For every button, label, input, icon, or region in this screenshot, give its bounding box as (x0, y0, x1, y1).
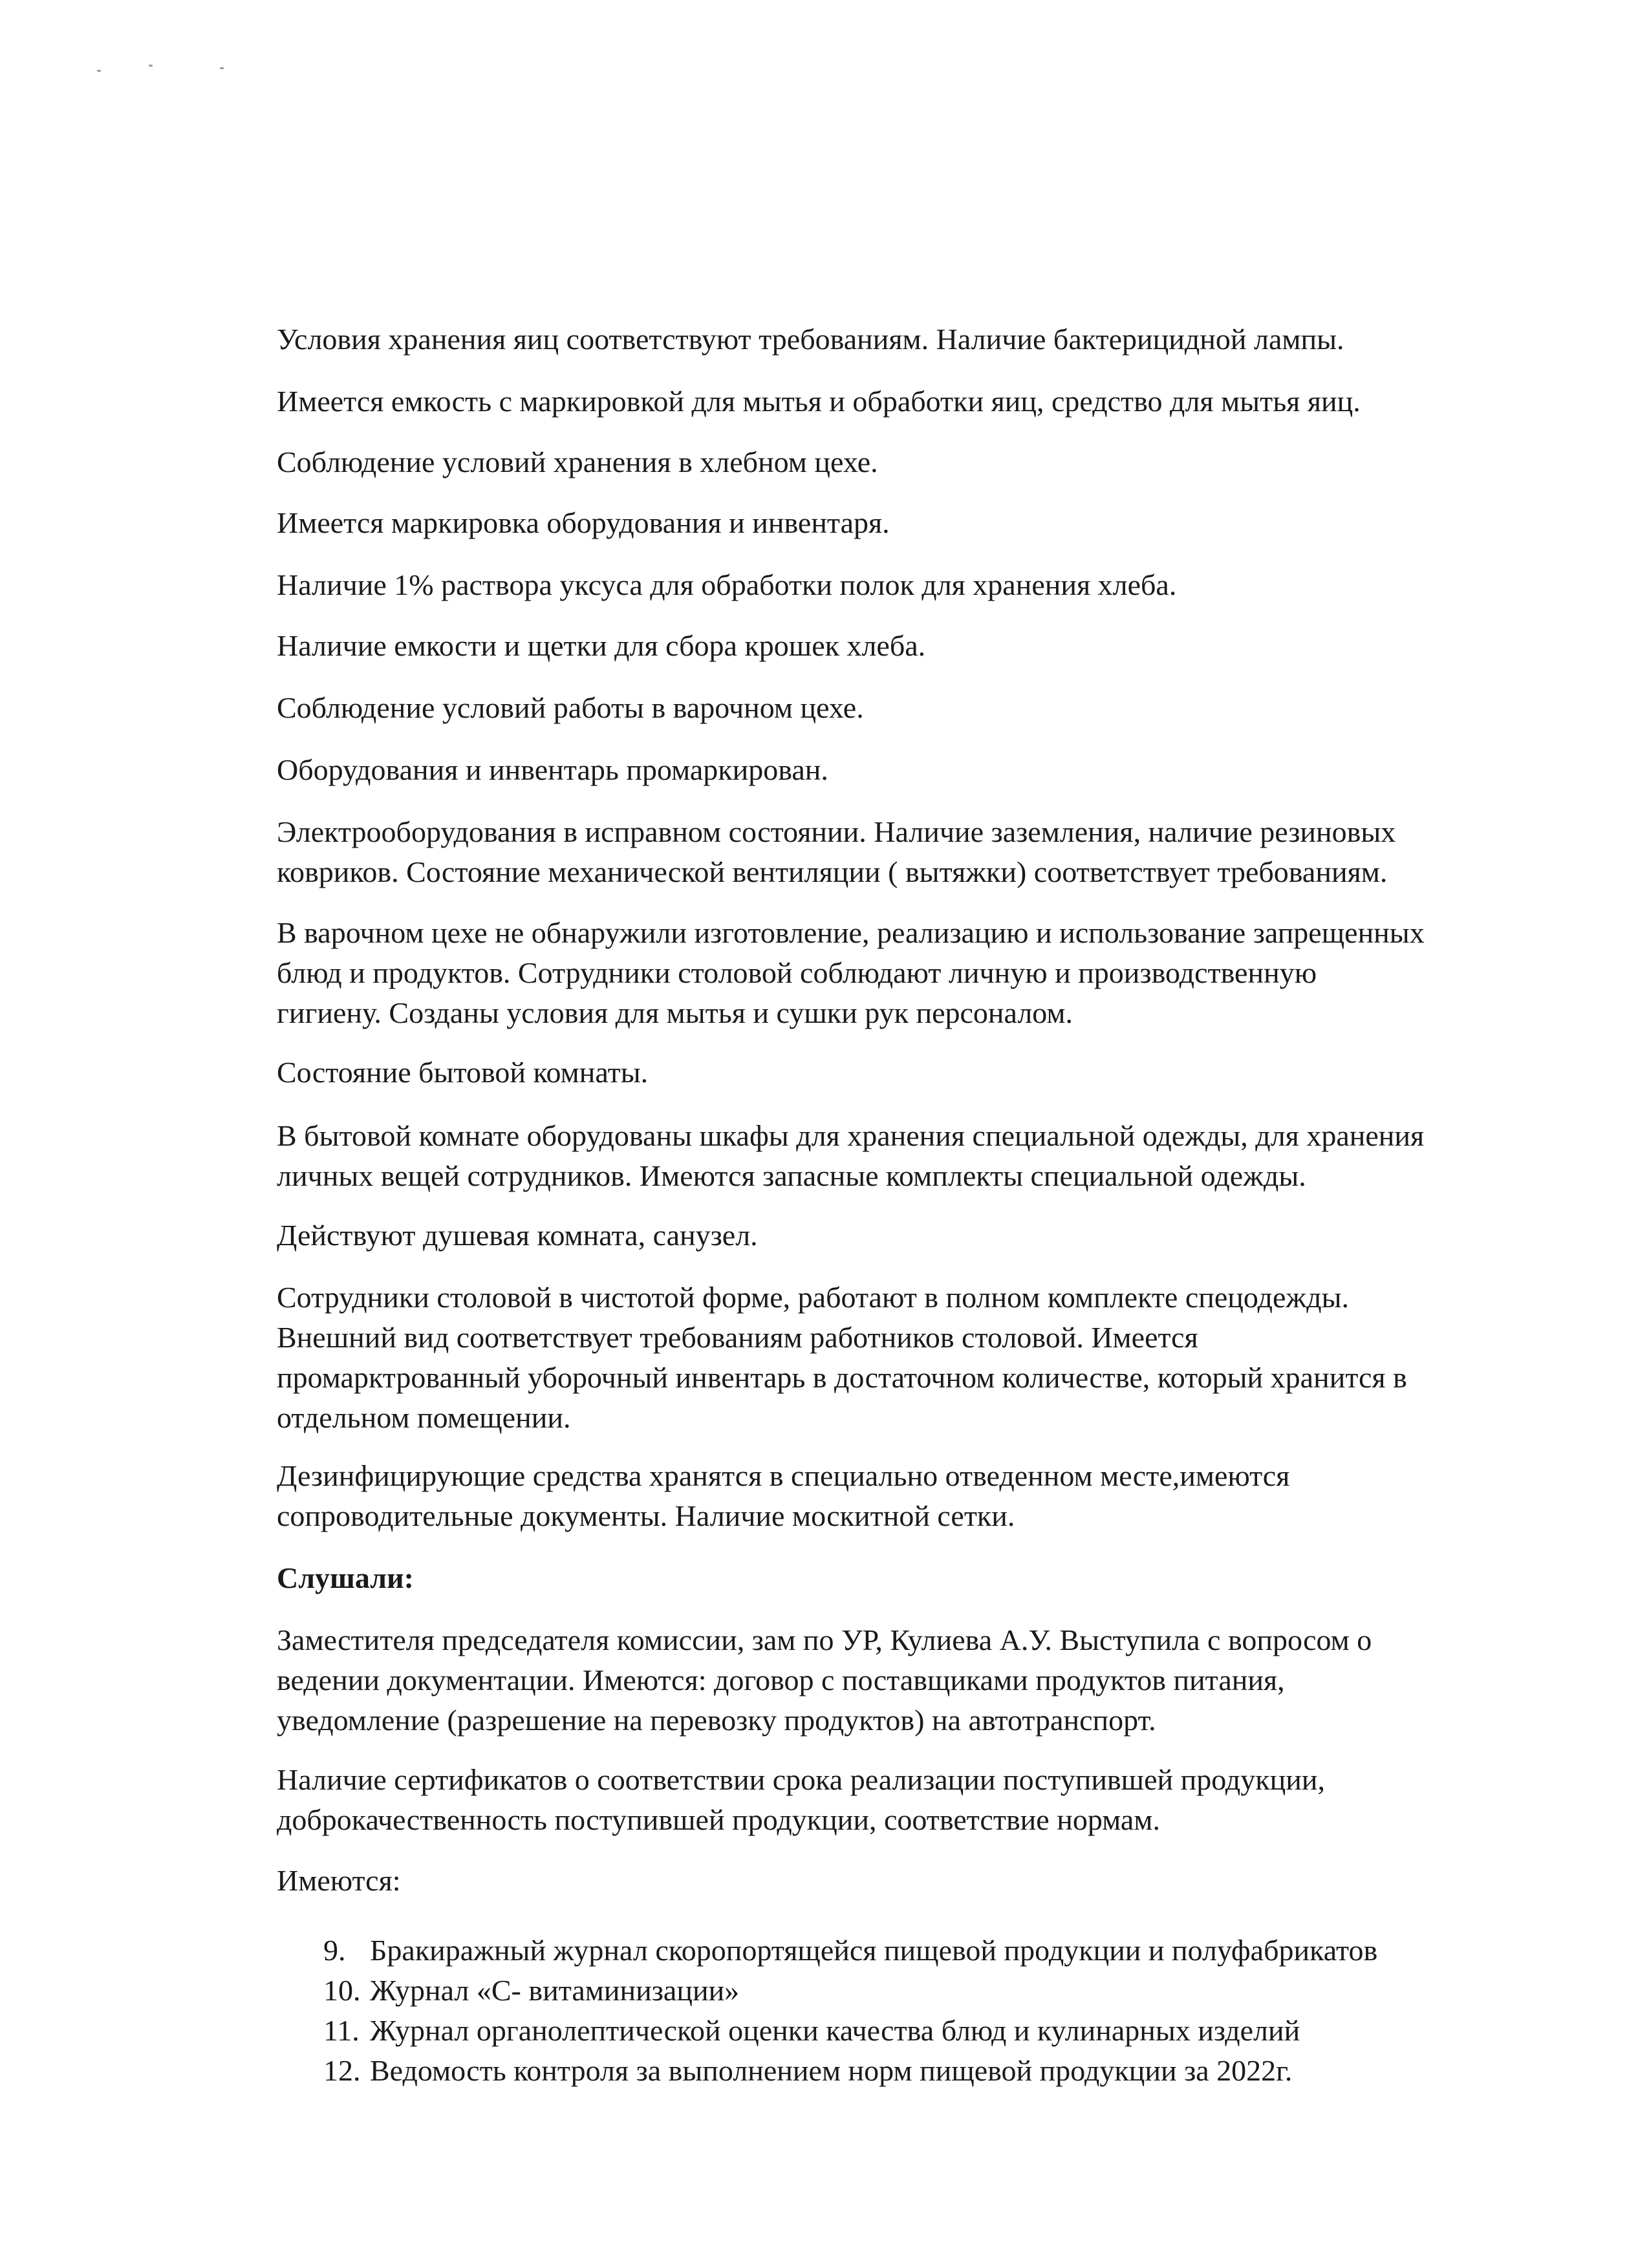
scan-specks (97, 65, 252, 78)
text-line: Действуют душевая комната, санузел. (277, 1219, 758, 1252)
numbered-list (323, 1931, 1552, 2091)
text-line: Имеется емкость с маркировкой для мытья и обработки яиц, средство для мытья яиц. (277, 385, 1361, 418)
text-line: В бытовой комнате оборудованы шкафы для хранения специальной одежды, для хранения (277, 1119, 1425, 1152)
list-item (323, 2051, 1552, 2091)
text-line: Электрооборудования в исправном состоянии. Наличие заземления, наличие резиновых (277, 815, 1396, 848)
section-heading: Слушали: (277, 1561, 414, 1594)
text-line: Дезинфицирующие средства хранятся в специально отведенном месте,имеются (277, 1459, 1290, 1492)
list-item-number: 11. (323, 2014, 360, 2047)
list-item-number: 12. (323, 2054, 361, 2087)
text-line: промарктрованный уборочный инвентарь в достаточном количестве, который хранится в (277, 1361, 1407, 1394)
paragraph (277, 442, 1544, 482)
paragraph (277, 913, 1544, 1033)
text-line: Заместителя председателя комиссии, зам по УР, Кулиева А.У. Выступила с вопросом о (277, 1623, 1372, 1656)
paragraph (277, 1620, 1544, 1740)
paragraph (277, 1861, 1544, 1901)
text-line: Состояние бытовой комнаты. (277, 1056, 649, 1089)
text-line: гигиену. Созданы условия для мытья и сушки рук персоналом. (277, 996, 1073, 1029)
paragraph (277, 503, 1544, 543)
text-line: Соблюдение условий работы в варочном цехе. (277, 691, 864, 724)
text-line: блюд и продуктов. Сотрудники столовой соблюдают личную и производственную (277, 956, 1317, 989)
text-line: Наличие емкости и щетки для сбора крошек хлеба. (277, 629, 926, 662)
paragraph (277, 750, 1544, 790)
scan-speck (97, 70, 101, 72)
text-line: личных вещей сотрудников. Имеются запасные комплекты специальной одежды. (277, 1159, 1306, 1192)
paragraph (277, 1278, 1544, 1438)
paragraph (277, 688, 1544, 728)
list-item-number: 10. (323, 1974, 361, 2007)
scan-speck (149, 65, 153, 67)
paragraph (277, 565, 1544, 605)
list-item (323, 1971, 1552, 2011)
scan-speck (220, 67, 224, 69)
paragraph (277, 1116, 1544, 1196)
list-item (323, 2011, 1552, 2051)
paragraph (277, 1053, 1544, 1093)
text-line: Наличие сертификатов о соответствии срока реализации поступившей продукции, (277, 1763, 1326, 1796)
list-item-text: Бракиражный журнал скоропортящейся пищевой продукции и полуфабрикатов (370, 1934, 1378, 1967)
list-item-text: Журнал «С- витаминизации» (370, 1974, 740, 2007)
text-line: Наличие 1% раствора уксуса для обработки полок для хранения хлеба. (277, 568, 1177, 601)
text-line: уведомление (разрешение на перевозку продуктов) на автотранспорт. (277, 1704, 1156, 1737)
text-line: ведении документации. Имеются: договор с поставщиками продуктов питания, (277, 1664, 1285, 1696)
text-line: Оборудования и инвентарь промаркирован. (277, 753, 828, 786)
list-item-text: Ведомость контроля за выполнением норм пищевой продукции за 2022г. (370, 2054, 1293, 2087)
text-line: Сотрудники столовой в чистотой форме, работают в полном комплекте спецодежды. (277, 1281, 1349, 1314)
text-line: Внешний вид соответствует требованиям работников столовой. Имеется (277, 1321, 1198, 1354)
text-line: Соблюдение условий хранения в хлебном цехе. (277, 445, 878, 478)
paragraph (277, 319, 1544, 359)
list-item (323, 1931, 1552, 1971)
paragraph (277, 812, 1544, 892)
text-line: сопроводительные документы. Наличие москитной сетки. (277, 1499, 1015, 1532)
text-line: ковриков. Состояние механической вентиляции ( вытяжки) соответствует требованиям. (277, 855, 1388, 888)
paragraph (277, 626, 1544, 666)
list-item-number: 9. (323, 1934, 346, 1967)
paragraph (277, 1456, 1544, 1536)
paragraph (277, 1760, 1544, 1840)
text-line: доброкачественность поступившей продукции, соответствие нормам. (277, 1803, 1160, 1836)
text-line: Имеются: (277, 1864, 401, 1897)
text-line: Имеется маркировка оборудования и инвентаря. (277, 506, 890, 539)
paragraph (277, 1215, 1544, 1256)
paragraph (277, 381, 1544, 422)
text-line: В варочном цехе не обнаружили изготовление, реализацию и использование запрещенных (277, 916, 1425, 949)
text-line: отдельном помещении. (277, 1401, 571, 1434)
list-item-text: Журнал органолептической оценки качества блюд и кулинарных изделий (370, 2014, 1300, 2047)
text-line: Условия хранения яиц соответствуют требованиям. Наличие бактерицидной лампы. (277, 323, 1344, 356)
